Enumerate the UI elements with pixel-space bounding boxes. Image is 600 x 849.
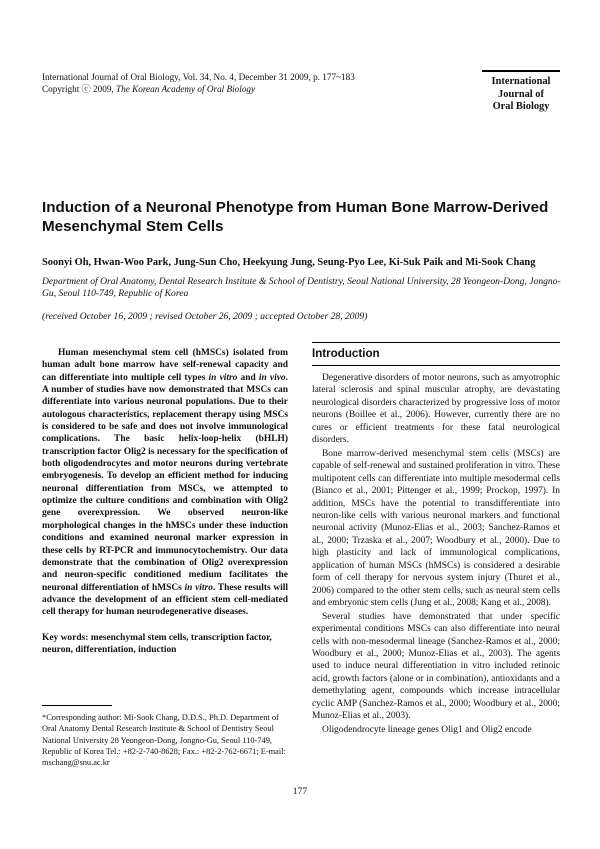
introduction-body [312, 372, 560, 737]
abstract-text: and [237, 372, 259, 383]
copyright-publisher: The Korean Academy of Oral Biology [116, 84, 256, 94]
intro-paragraph: Degenerative disorders of motor neurons, such as amyotrophic lateral sclerosis and spinal muscular atrophy, are devastating neurological disorders characterized by progressive loss of motor neurons (Boillee et al., 2006). However, currently there are no cures or efficient treatments for these fatal neurological disorders. [312, 373, 560, 446]
affiliation: Department of Oral Anatomy, Dental Research Institute & School of Dentistry, Seoul National University, 28 Yeongeon-Dong, Jongno-Gu, Seoul 110-749, Republic of Korea [42, 276, 561, 300]
logo-line: Journal of [498, 88, 544, 100]
copyright-line [42, 83, 355, 95]
copyright-prefix: Copyright ⓒ 2009, [42, 84, 114, 94]
logo-line: International [491, 76, 551, 87]
footnote-divider [42, 705, 112, 706]
abstract [42, 347, 288, 619]
intro-paragraph: Oligodendrocyte lineage genes Olig1 and Olig2 encode [322, 724, 532, 735]
intro-paragraph: Several studies have demonstrated that under specific experimental conditions MSCs can also differentiate into neural cells with non-mesodermal lineage (Sanchez-Ramos et al., 2000; Woodbury et al., 2000; Munoz-Elias et al., 2003). The agents used to induce neural differentiation in vitro included retinoic acid, growth factors (alone or in combination), antioxidants and a demethylating agent, compounds which increase intracellular cyclic AMP (Sanchez-Ramos et al., 2000; Woodbury et al., 2000; Munoz-Elias et al., 2003). [312, 611, 560, 722]
abstract-text: Human mesenchymal stem cell (hMSCs) isolated from human adult bone marrow have self-renewal capacity and can differentiate into multiple cell types [42, 348, 288, 383]
article-title: Induction of a Neuronal Phenotype from Human Bone Marrow-Derived Mesenchymal Stem Cells [42, 199, 549, 235]
intro-paragraph: Bone marrow-derived mesenchymal stem cells (MSCs) are capable of self-renewal and sustained proliferation in vitro. These multipotent cells can differentiate into multiple mesodermal cells (Bianco et al., 2001; Pittenger et al., 1999; Prockop, 1997). In addition, MSCs have the potential to transdifferentiate into neuron-like cells with various neuronal markers and functional neuronal activity (Munoz-Elias et al., 2003; Sanchez-Ramos et al., 2000; Trzaska et al., 2007; Woodbury et al., 2000). Due to high plasticity and lack of immunological complications, application of human MSCs (hMSCs) is considered a desirable form of cell therapy for nervous system injury (Thuret et al., 2006) compared to the other stem cells, such as neural stem cells and embryonic stem cells (Jung et al., 2008; Kang et al., 2008). [312, 448, 560, 609]
journal-logo [482, 70, 560, 118]
abstract-text: . A number of studies have now demonstrated that MSCs can differentiate into various neuronal populations. Due to their autologous characteristics, replacement therapy using MSCs is considered to be safe and does not involve immunological complications. The basic helix-loop-helix (bHLH) transcription factor Olig2 is necessary for the specification of both oligodendrocytes and motor neurons during vertebrate embryogenesis. To develop an efficient method for inducing neuronal differentiation from MSCs, we attempted to optimize the culture conditions and combination with Olig2 gene overexpression. We observed neuron-like morphological changes in the hMSCs under these induction conditions and examined neuronal marker expression in these cells by RT-PCR and immunocytochemistry. Our data demonstrate that the combination of Olig2 overexpression and neuron-specific conditioned medium facilitates the neuronal differentiation of hMSCs [42, 372, 289, 593]
abstract-text: . These results will advance the development of an efficient stem cell-mediated cell therapy for human neurodegenerative diseases. [42, 582, 289, 618]
keywords: Key words: mesenchymal stem cells, transcription factor, neuron, differentiation, induction [42, 633, 272, 656]
logo-line: Oral Biology [492, 101, 550, 113]
abstract-italic: in vitro [184, 582, 213, 593]
journal-citation [42, 71, 355, 95]
page-number: 177 [292, 786, 308, 797]
received-dates: (received October 16, 2009 ; revised October 26, 2009 ; accepted October 28, 2009) [42, 311, 368, 322]
corresponding-author-footnote: *Corresponding author: Mi-Sook Chang, D.D.S., Ph.D. Department of Oral Anatomy Dental Research Institute & School of Dentistry Seoul National University 28 Yeongeon-Dong, Jongno-Gu, Seoul 110-749, Republic of Korea Tel.: +82-2-740-8628; Fax.: +82-2-762-6671; E-mail: mschang@snu.ac.kr [42, 713, 286, 768]
section-heading-introduction: Introduction [312, 342, 560, 366]
author-list: Soonyi Oh, Hwan-Woo Park, Jung-Sun Cho, Heekyung Jung, Seung-Pyo Lee, Ki-Suk Paik and Mi-Sook Chang [42, 257, 536, 268]
journal-volume-line: International Journal of Oral Biology, Vol. 34, No. 4, December 31 2009, p. 177~183 [42, 72, 355, 82]
abstract-italic: in vitro [208, 372, 238, 383]
abstract-italic: in vivo [258, 372, 286, 383]
